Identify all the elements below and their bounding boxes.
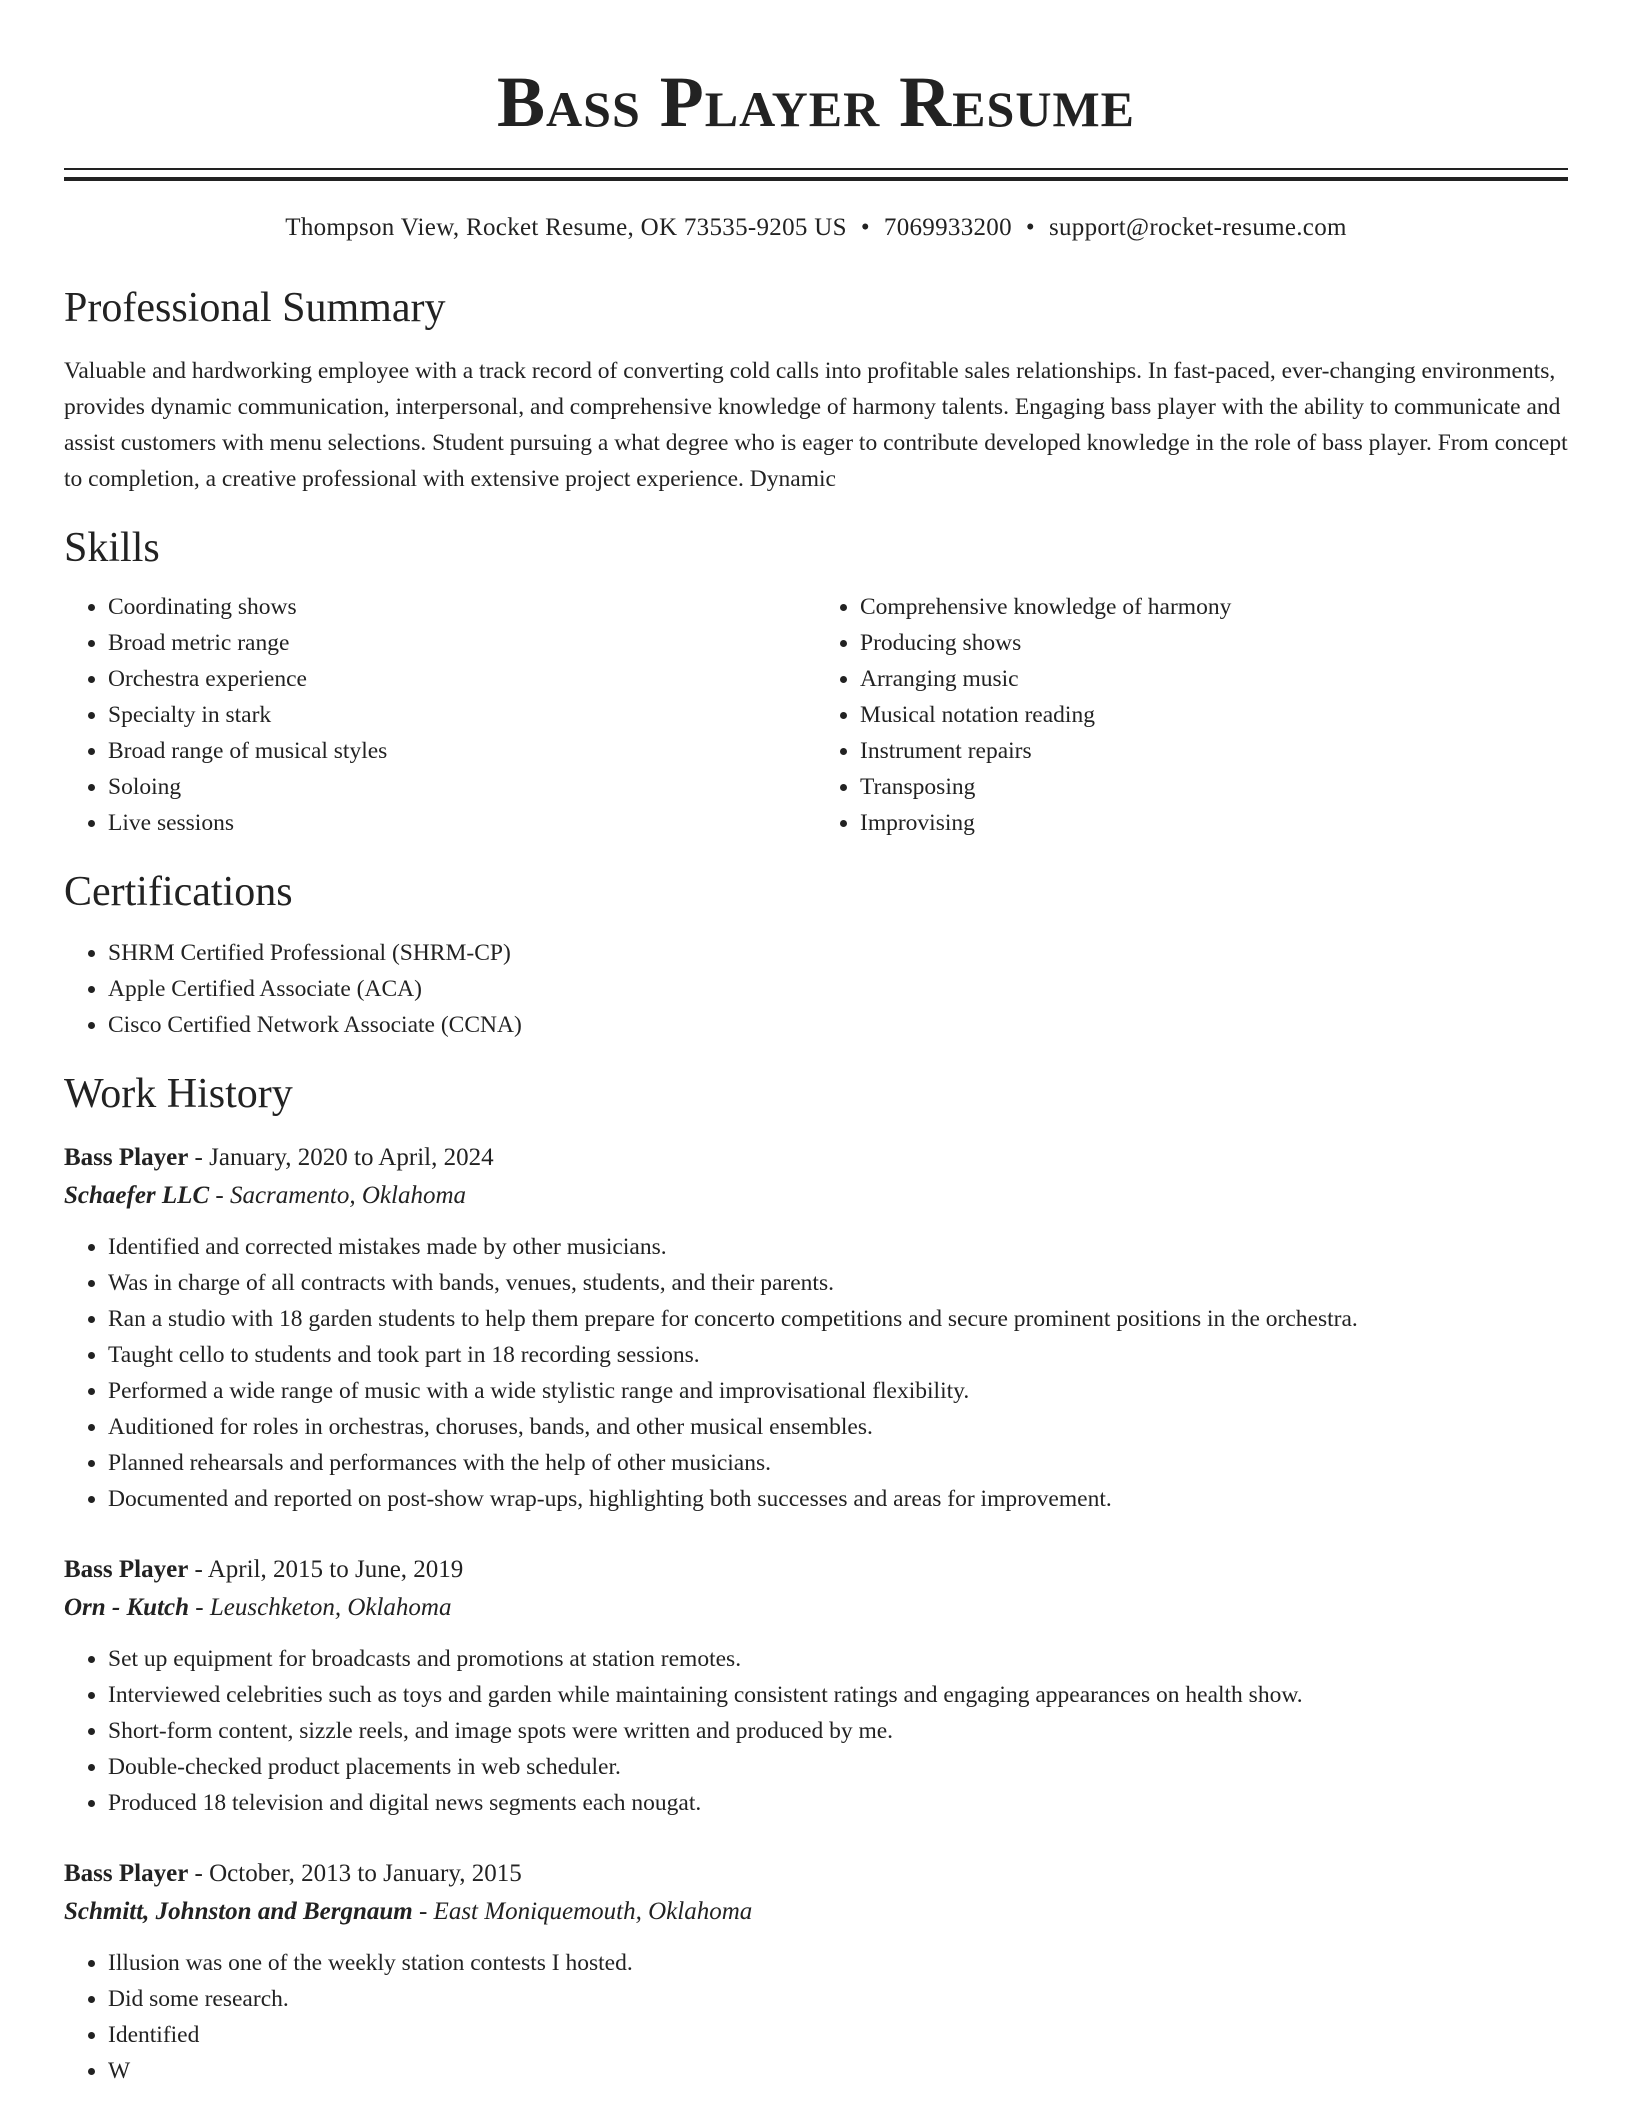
skills-heading: Skills <box>64 525 160 571</box>
job-company-line <box>64 1177 1568 1215</box>
job-title: Bass Player <box>64 1556 189 1583</box>
job-dates: - January, 2020 to April, 2024 <box>188 1144 494 1171</box>
job-bullet: • Planned rehearsals and performances with the help of other musicians. <box>108 1445 1568 1481</box>
summary-heading: Professional Summary <box>64 285 446 331</box>
job-dates: - April, 2015 to June, 2019 <box>188 1556 464 1583</box>
job-company: Orn - Kutch <box>64 1594 190 1621</box>
job-title-line <box>64 1139 1568 1177</box>
job-title-line <box>64 1855 1568 1893</box>
resume-title: Bass Player Resume <box>497 62 1135 142</box>
work-history-heading: Work History <box>64 1071 293 1117</box>
job-dates: - October, 2013 to January, 2015 <box>188 1860 522 1887</box>
title-divider <box>64 168 1568 181</box>
summary-text: Valuable and hardworking employee with a track record of converting cold calls into profitable sales relationships. In fast-paced, ever-changing environments, provides dynamic communication, interpersonal, and comprehensive knowledge of harmony talents. Engaging bass player with the ability to communicate and assist customers with menu selections. Student pursuing a what degree who is eager to contribute developed knowledge in the role of bass player. From concept to completion, a creative professional with extensive project experience. Dynamic <box>64 358 1568 492</box>
contact-line <box>64 213 1568 243</box>
job-bullet: • Performed a wide range of music with a wide stylistic range and improvisational flexibility. <box>108 1373 1568 1409</box>
job-title: Bass Player <box>64 1860 189 1887</box>
contact-email: support@rocket-resume.com <box>1048 214 1347 241</box>
job-bullet: • Double-checked product placements in web scheduler. <box>108 1749 1568 1785</box>
job-bullet: • Set up equipment for broadcasts and promotions at station remotes. <box>108 1641 1568 1677</box>
job-title-line <box>64 1551 1568 1589</box>
certifications-heading: Certifications <box>64 869 293 915</box>
job-company-line <box>64 1893 1568 1931</box>
job-bullet: • Did some research. <box>108 1981 1568 2017</box>
job-title: Bass Player <box>64 1144 189 1171</box>
job-entry <box>64 1139 1568 1517</box>
job-entry <box>64 1855 1568 2089</box>
skills-columns <box>64 589 1568 841</box>
job-bullet: • Produced 18 television and digital news segments each nougat. <box>108 1785 1568 1821</box>
skills-list-right <box>816 589 1568 841</box>
contact-address: Thompson View, Rocket Resume, OK 73535-9205 US <box>285 214 847 241</box>
job-bullets <box>64 1641 1568 1821</box>
skill-item: • Coordinating shows <box>108 589 816 625</box>
job-bullets <box>64 1229 1568 1517</box>
job-bullet: • Identified and corrected mistakes made by other musicians. <box>108 1229 1568 1265</box>
skills-list-left <box>64 589 816 841</box>
job-location: - Leuschketon, Oklahoma <box>189 1594 452 1621</box>
job-company: Schmitt, Johnston and Bergnaum <box>64 1898 413 1925</box>
skill-item: • Musical notation reading <box>860 697 1568 733</box>
contact-separator: • <box>1025 214 1035 241</box>
job-company-line <box>64 1589 1568 1627</box>
skill-item: • Specialty in stark <box>108 697 816 733</box>
job-location: - East Moniquemouth, Oklahoma <box>412 1898 753 1925</box>
skill-item: • Improvising <box>860 805 1568 841</box>
skill-item: • Transposing <box>860 769 1568 805</box>
job-location: - Sacramento, Oklahoma <box>209 1182 467 1209</box>
job-company: Schaefer LLC <box>64 1182 210 1209</box>
skill-item: • Arranging music <box>860 661 1568 697</box>
skill-item: • Broad metric range <box>108 625 816 661</box>
job-bullet: • Was in charge of all contracts with bands, venues, students, and their parents. <box>108 1265 1568 1301</box>
certification-item: • SHRM Certified Professional (SHRM-CP) <box>108 935 1568 971</box>
skill-item: • Producing shows <box>860 625 1568 661</box>
certification-item: • Cisco Certified Network Associate (CCNA) <box>108 1007 1568 1043</box>
job-bullets <box>64 1945 1568 2089</box>
certification-item: • Apple Certified Associate (ACA) <box>108 971 1568 1007</box>
skill-item: • Broad range of musical styles <box>108 733 816 769</box>
job-entry <box>64 1551 1568 1821</box>
job-bullet: • W <box>108 2053 1568 2089</box>
certifications-list <box>64 935 1568 1043</box>
job-bullet: • Taught cello to students and took part in 18 recording sessions. <box>108 1337 1568 1373</box>
job-bullet: • Interviewed celebrities such as toys and garden while maintaining consistent ratings and engaging appearances on health show. <box>108 1677 1568 1713</box>
skill-item: • Comprehensive knowledge of harmony <box>860 589 1568 625</box>
job-bullet: • Short-form content, sizzle reels, and image spots were written and produced by me. <box>108 1713 1568 1749</box>
job-bullet: • Identified <box>108 2017 1568 2053</box>
skill-item: • Instrument repairs <box>860 733 1568 769</box>
skill-item: • Orchestra experience <box>108 661 816 697</box>
skill-item: • Soloing <box>108 769 816 805</box>
contact-phone: 7069933200 <box>883 214 1012 241</box>
job-bullet: • Ran a studio with 18 garden students to help them prepare for concerto competitions and secure prominent positions in the orchestra. <box>108 1301 1568 1337</box>
contact-separator: • <box>860 214 870 241</box>
job-bullet: • Documented and reported on post-show wrap-ups, highlighting both successes and areas for improvement. <box>108 1481 1568 1517</box>
job-bullet: • Auditioned for roles in orchestras, choruses, bands, and other musical ensembles. <box>108 1409 1568 1445</box>
skill-item: • Live sessions <box>108 805 816 841</box>
job-bullet: • Illusion was one of the weekly station contests I hosted. <box>108 1945 1568 1981</box>
